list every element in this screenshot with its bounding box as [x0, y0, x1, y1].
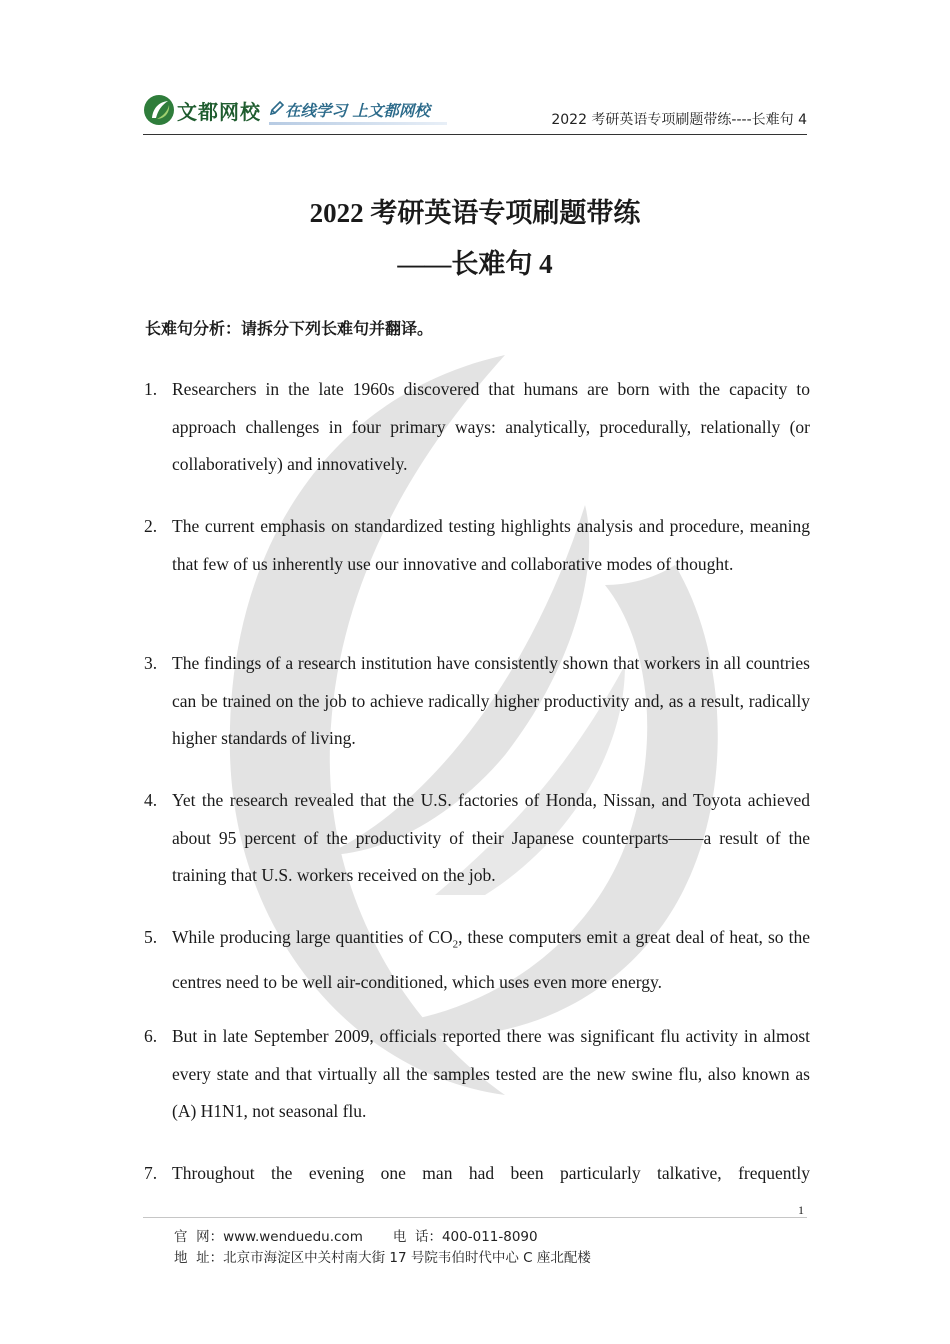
- slogan-underline: [269, 122, 447, 125]
- slogan: 在线学习 上文都网校: [285, 102, 430, 120]
- page-header: [143, 92, 807, 135]
- list-item: [144, 782, 810, 895]
- footer-address: 地 址：北京市海淀区中关村南大街 17 号院韦伯时代中心 C 座北配楼: [174, 1250, 591, 1266]
- item-text: [172, 919, 810, 1002]
- item-text-fragment: Throughout the evening one man had been particularly talkative, frequently: [172, 1163, 810, 1183]
- item-text: The findings of a research institution have consistently shown that workers in all countries can be trained on the job to achieve radically higher productivity and, as a result, radically higher standards of living.: [172, 653, 810, 748]
- list-item: [144, 1018, 810, 1131]
- item-text-part: While producing large quantities of CO: [172, 927, 453, 947]
- item-number: 4.: [144, 790, 158, 810]
- item-text: But in late September 2009, officials reported there was significant flu activity in almost every state and that virtually all the samples tested are the new swine flu, also known as (A) H1N1, not seasonal flu.: [172, 1026, 810, 1121]
- logo-text: 文都网校: [177, 100, 261, 124]
- subscript-2: 2: [452, 938, 459, 951]
- page-title: 2022 考研英语专项刷题带练: [309, 198, 641, 228]
- item-number: 5.: [144, 927, 158, 947]
- header-doc-title: 2022 考研英语专项刷题带练----长难句 4: [551, 112, 807, 128]
- item-text: Yet the research revealed that the U.S. factories of Honda, Nissan, and Toyota achieved about 95 percent of the productivity of their Japanese counterparts——a result of the training that U.S. workers received on the job.: [172, 790, 810, 885]
- page-subtitle: ——长难句 4: [397, 249, 553, 279]
- list-item: [144, 1155, 810, 1193]
- item-number: 6.: [144, 1026, 158, 1046]
- footer-divider: [143, 1217, 807, 1218]
- item-number: 7.: [144, 1163, 158, 1183]
- list-item: [144, 371, 810, 484]
- item-text: [172, 1155, 810, 1193]
- item-number: 2.: [144, 516, 158, 536]
- list-item: [144, 508, 810, 583]
- item-number: 1.: [144, 379, 158, 399]
- wendu-logo-icon: [143, 94, 175, 126]
- footer-contact: 官 网：www.wenduedu.com 电 话：400-011-8090: [174, 1229, 538, 1245]
- list-item: [144, 919, 810, 1002]
- list-item: [144, 645, 810, 758]
- pen-icon: [269, 100, 285, 116]
- item-text: The current emphasis on standardized testing highlights analysis and procedure, meaning that few of us inherently use our innovative and collaborative modes of thought.: [172, 516, 810, 574]
- item-number: 3.: [144, 653, 158, 673]
- item-text-part: , these computers emit a great deal of heat, so the centres need to be well air-conditioned, which uses even more energy.: [172, 927, 810, 992]
- instruction: 长难句分析：请拆分下列长难句并翻译。: [145, 319, 434, 338]
- page-number: 1: [798, 1203, 804, 1217]
- item-text: Researchers in the late 1960s discovered that humans are born with the capacity to approach challenges in four primary ways: analytically, procedurally, relationally (or collaboratively) and innovatively.: [172, 379, 810, 474]
